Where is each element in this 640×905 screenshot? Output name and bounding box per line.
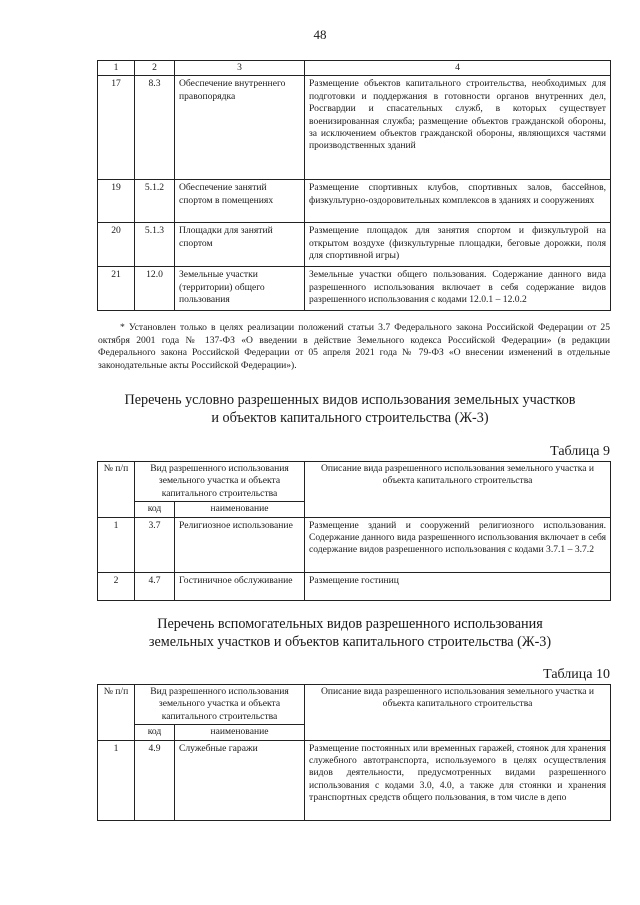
row-number: 2	[98, 572, 135, 600]
row-code: 5.1.3	[135, 223, 175, 267]
header-description: Описание вида разрешенного использования земельного участка и объекта капитального строительства	[305, 685, 611, 741]
continuation-table	[97, 60, 611, 311]
table-row	[98, 740, 611, 820]
header-name: наименование	[175, 502, 305, 517]
row-description: Земельные участки общего пользования. Содержание данного вида разрешенного использования включает в себя содержание видов разрешенного использования с кодами 12.0.1 – 12.0.2	[305, 267, 611, 311]
section-heading-auxiliary	[70, 616, 630, 651]
table-row	[98, 180, 611, 223]
table-9-caption: Таблица 9	[550, 444, 610, 459]
row-code: 12.0	[135, 267, 175, 311]
table-9	[97, 461, 611, 601]
table-row	[98, 572, 611, 600]
column-header: 1	[98, 61, 135, 76]
heading-line: земельных участков и объектов капитального строительства (Ж-3)	[148, 633, 552, 650]
column-header: 4	[305, 61, 611, 76]
table-header-row	[98, 462, 611, 502]
row-code: 5.1.2	[135, 180, 175, 223]
row-code: 4.7	[135, 572, 175, 600]
row-number: 20	[98, 223, 135, 267]
row-number: 1	[98, 517, 135, 572]
row-description: Размещение спортивных клубов, спортивных залов, бассейнов, физкультурно-оздоровительных комплексов в зданиях и сооружениях	[305, 180, 611, 223]
row-name: Служебные гаражи	[175, 740, 305, 820]
row-name: Обеспечение внутреннего правопорядка	[175, 76, 305, 180]
row-description: Размещение зданий и сооружений религиозного использования. Содержание данного вида разрешенного использования включает в себя содержание видов разрешенного использования с кодами 3.7.1 – 3.7.2	[305, 517, 611, 572]
row-number: 17	[98, 76, 135, 180]
table-header-row	[98, 61, 611, 76]
header-code: код	[135, 502, 175, 517]
row-name: Площадки для занятий спортом	[175, 223, 305, 267]
table-10-caption: Таблица 10	[543, 667, 610, 682]
table-10	[97, 684, 611, 821]
header-number: № п/п	[98, 462, 135, 518]
row-name: Гостиничное обслуживание	[175, 572, 305, 600]
page-number: 48	[313, 27, 327, 42]
row-number: 21	[98, 267, 135, 311]
row-description: Размещение постоянных или временных гаражей, стоянок для хранения служебного автотранспорта, используемого в целях осуществления видов деятельности, предусмотренных видами разрешенного использования с кодами 3.0, 4.0, а также для стоянки и хранения транспортных средств общего пользования, в том числе в депо	[305, 740, 611, 820]
row-name: Земельные участки (территории) общего пользования	[175, 267, 305, 311]
header-name: наименование	[175, 725, 305, 740]
table-row	[98, 76, 611, 180]
row-code: 8.3	[135, 76, 175, 180]
row-code: 4.9	[135, 740, 175, 820]
section-heading-conditional	[70, 392, 630, 427]
header-description: Описание вида разрешенного использования земельного участка и объекта капитального строительства	[305, 462, 611, 518]
row-code: 3.7	[135, 517, 175, 572]
heading-line: Перечень условно разрешенных видов использования земельных участков	[124, 392, 576, 408]
header-kind: Вид разрешенного использования земельного участка и объекта капитального строительства	[135, 685, 305, 725]
table-row	[98, 223, 611, 267]
header-kind: Вид разрешенного использования земельного участка и объекта капитального строительства	[135, 462, 305, 502]
row-description: Размещение гостиниц	[305, 572, 611, 600]
column-header: 3	[175, 61, 305, 76]
heading-line: и объектов капитального строительства (Ж-3)	[211, 409, 489, 426]
footnote: * Установлен только в целях реализации положений статьи 3.7 Федерального закона Российской Федерации от 25 октября 2001 года № 137-ФЗ «О введении в действие Земельного кодекса Российской Федерации» (в редакции Федерального закона Российской Федерации от 05 апреля 2021 года № 79-ФЗ «О внесении изменений в отдельные законодательные акты Российской Федерации»).	[98, 322, 610, 371]
header-code: код	[135, 725, 175, 740]
row-description: Размещение площадок для занятия спортом и физкультурой на открытом воздухе (физкультурные площадки, беговые дорожки, поля для спортивной игры)	[305, 223, 611, 267]
table-header-row	[98, 685, 611, 725]
row-name: Религиозное использование	[175, 517, 305, 572]
table-row	[98, 517, 611, 572]
header-number: № п/п	[98, 685, 135, 741]
row-number: 1	[98, 740, 135, 820]
column-header: 2	[135, 61, 175, 76]
row-description: Размещение объектов капитального строительства, необходимых для подготовки и поддержания в готовности органов внутренних дел, Росгвардии и спасательных служб, в которых существует военизированная служба; размещение объектов гражданской обороны, за исключением объектов гражданской обороны, являющихся частями производственных зданий	[305, 76, 611, 180]
heading-line: Перечень вспомогательных видов разрешенного использования	[157, 616, 543, 632]
row-name: Обеспечение занятий спортом в помещениях	[175, 180, 305, 223]
row-number: 19	[98, 180, 135, 223]
table-row	[98, 267, 611, 311]
